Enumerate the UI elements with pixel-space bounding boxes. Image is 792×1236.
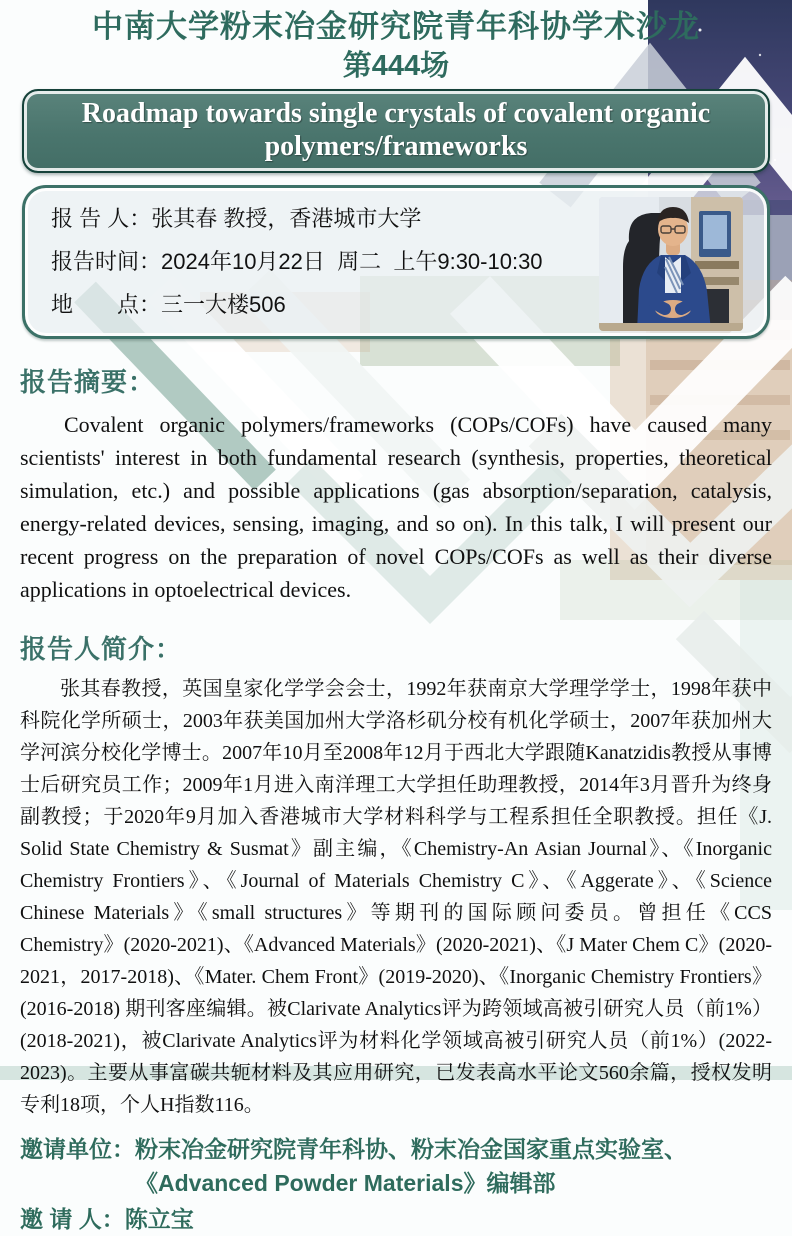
hosts-line1: 粉末冶金研究院青年科协、粉末冶金国家重点实验室、 bbox=[135, 1136, 687, 1162]
speaker-value: 张其春 教授，香港城市大学 bbox=[151, 206, 422, 231]
hosts-label: 邀请单位： bbox=[20, 1136, 135, 1162]
series-title-line1: 中南大学粉末冶金研究院青年科协学术沙龙 bbox=[92, 9, 700, 44]
bio-body: 张其春教授，英国皇家化学学会会士，1992年获南京大学理学学士，1998年获中科院化学所硕士，2003年获美国加州大学洛杉矶分校有机化学硕士，2007年获加州大学河滨分校化学博士。2007年10月至2008年12月于西北大学跟随Kanatzidis教授从事博士后研究员工作；2009年1月进入南洋理工大学担任助理教授，2014年3月晋升为终身副教授；于2020年9月加入香港城市大学材料科学与工程系担任全职教授。担任《J. Solid State Chemistry & Susmat》副主编，《Chemistry-An Asian Journal》、《Inorganic Chemistry Frontiers》、《Journal of Materials Chemistry C》、《Aggerate》、《Science Chinese Materials》《small structures》等期刊的国际顾问委员。曾担任《CCS Chemistry》(2020-2021)、《Advanced Materials》(2020-2021)、《J Mater Chem C》(2020-2021，2017-2018)、《Mater. Chem Front》(2019-2020)、《Inorganic Chemistry Frontiers》(2016-2018) 期刊客座编辑。被Clarivate Analytics评为跨领域高被引研究人员（前1%）(2018-2021)，被Clarivate Analytics评为材料化学领域高被引研究人员（前1%）(2022-2023)。主要从事富碳共轭材料及其应用研究，已发表高水平论文560余篇，授权发明专利18项，个人H指数116。 bbox=[20, 678, 772, 1116]
abstract-body: Covalent organic polymers/frameworks (COPs/COFs) have caused many scientists' interest in both fundamental research (synthesis, properties, theoretical simulation, etc.) and possible applications (gas absorption/separation, catalysis, energy-related devices, sensing, imaging, and so on). In this talk, I will present our recent progress on the preparation of novel COPs/COFs as well as their diverse applications in optoelectrical devices. bbox=[20, 412, 772, 602]
hosts-line2: 《Advanced Powder Materials》编辑部 bbox=[135, 1170, 556, 1196]
series-title-line2: 第444场 bbox=[342, 50, 450, 82]
venue-label: 地 点： bbox=[51, 292, 162, 317]
hosts-row bbox=[20, 1132, 772, 1200]
time-value: 2024年10月22日 周二 上午9:30-10:30 bbox=[161, 249, 543, 274]
inviter-label: 邀 请 人： bbox=[20, 1206, 125, 1232]
venue-row bbox=[51, 291, 577, 318]
talk-title: Roadmap towards single crystals of covalent organic polymers/frameworks bbox=[81, 98, 711, 162]
inviter-row bbox=[20, 1202, 772, 1236]
speaker-row bbox=[51, 205, 577, 232]
abstract-heading: 报告摘要： bbox=[20, 367, 156, 397]
hosts-lines bbox=[135, 1132, 772, 1200]
time-row bbox=[51, 248, 577, 275]
inviter-value: 陈立宝 bbox=[124, 1206, 194, 1232]
talk-info-box bbox=[22, 185, 770, 339]
time-label: 报告时间： bbox=[51, 249, 162, 274]
venue-value: 三一大楼506 bbox=[161, 292, 286, 317]
bio-heading: 报告人简介： bbox=[20, 634, 183, 664]
speaker-label: 报 告 人： bbox=[51, 206, 152, 231]
speaker-photo bbox=[599, 197, 743, 331]
talk-title-banner bbox=[22, 89, 770, 173]
footer-block bbox=[20, 1132, 772, 1236]
